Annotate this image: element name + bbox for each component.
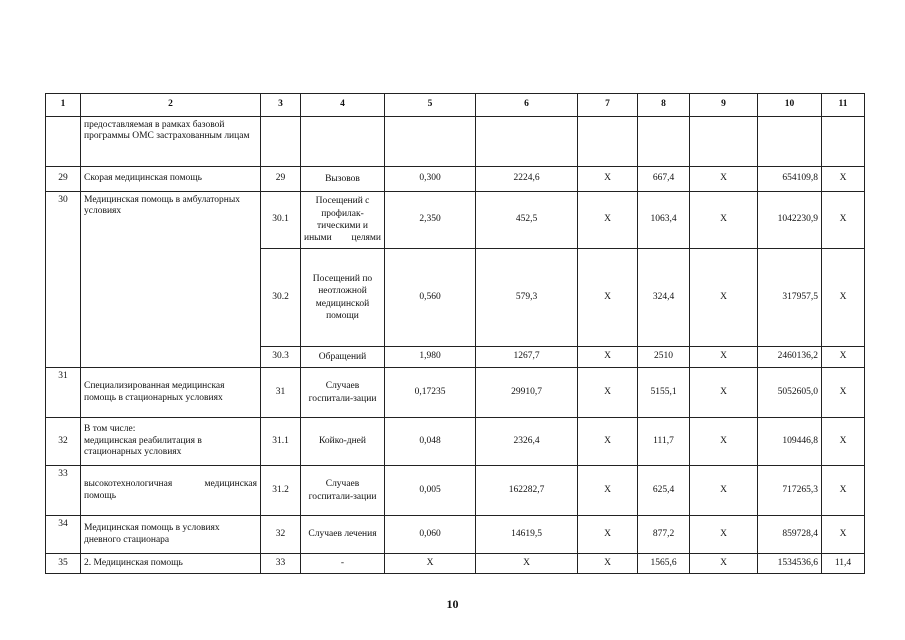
cell: 2510 (638, 347, 690, 368)
row-unit: - (301, 554, 385, 574)
cell: 324,4 (638, 249, 690, 347)
cell: X (578, 516, 638, 554)
row-unit: Случаев лечения (301, 516, 385, 554)
cell: X (476, 554, 578, 574)
cell: 0,048 (385, 418, 476, 466)
column-number-row (46, 94, 865, 117)
row-unit: Обращений (301, 347, 385, 368)
cell: 667,4 (638, 167, 690, 192)
col-header: 6 (476, 94, 578, 117)
row-unit: Случаев госпитали-зации (301, 368, 385, 418)
cell: X (690, 192, 758, 249)
cell: X (690, 368, 758, 418)
cell: 2,350 (385, 192, 476, 249)
row-code: 30.1 (261, 192, 301, 249)
cell: 654109,8 (758, 167, 822, 192)
col-header: 11 (822, 94, 865, 117)
continuation-text: предоставляемая в рамках базовой программы ОМС застрахованным лицам (81, 117, 261, 167)
cell: X (822, 192, 865, 249)
cell: 2224,6 (476, 167, 578, 192)
row-code: 32 (261, 516, 301, 554)
cell: X (822, 249, 865, 347)
cell: X (690, 554, 758, 574)
cell: 11,4 (822, 554, 865, 574)
cell: 0,17235 (385, 368, 476, 418)
col-header: 9 (690, 94, 758, 117)
cell: X (690, 347, 758, 368)
cell: X (822, 466, 865, 516)
row-number: 35 (46, 554, 81, 574)
cell: X (822, 347, 865, 368)
row-code: 30.3 (261, 347, 301, 368)
row-number: 29 (46, 167, 81, 192)
cell: 1063,4 (638, 192, 690, 249)
col-header: 5 (385, 94, 476, 117)
cell: 0,560 (385, 249, 476, 347)
row-name-main: медицинская реабилитация в стационарных условиях (84, 435, 202, 458)
cell: 0,005 (385, 466, 476, 516)
row-code: 29 (261, 167, 301, 192)
row-name: 2. Медицинская помощь (81, 554, 261, 574)
table-row (46, 516, 865, 554)
cell: X (578, 347, 638, 368)
page-number: 10 (446, 597, 459, 611)
row-code: 31 (261, 368, 301, 418)
row-name-prefix: В том числе: (84, 424, 136, 435)
row-name: Медицинская помощь в условиях дневного стационара (81, 516, 261, 554)
row-name (81, 418, 261, 466)
cell: 0,300 (385, 167, 476, 192)
cell: 5052605,0 (758, 368, 822, 418)
cell: X (578, 249, 638, 347)
row-number: 33 (46, 466, 81, 516)
cell: 1267,7 (476, 347, 578, 368)
cell: X (690, 418, 758, 466)
row-name: высокотехнологичная медицинская помощь (81, 466, 261, 516)
cell: X (578, 466, 638, 516)
row-unit: Вызовов (301, 167, 385, 192)
row-unit: Койко-дней (301, 418, 385, 466)
row-unit: Посещений с профилак-тическими и иными целями (301, 192, 385, 249)
cell: X (578, 192, 638, 249)
col-header: 4 (301, 94, 385, 117)
table-row (46, 418, 865, 466)
row-name: Скорая медицинская помощь (81, 167, 261, 192)
cell: 1534536,6 (758, 554, 822, 574)
cell: 111,7 (638, 418, 690, 466)
cell: X (822, 368, 865, 418)
cell: 317957,5 (758, 249, 822, 347)
cell: 1,980 (385, 347, 476, 368)
col-header: 7 (578, 94, 638, 117)
table-row (46, 554, 865, 574)
row-name: Специализированная медицинская помощь в стационарных условиях (81, 368, 261, 418)
table-row (46, 466, 865, 516)
row-code: 31.1 (261, 418, 301, 466)
row-name: Медицинская помощь в амбулаторных условиях (81, 192, 261, 368)
row-code: 33 (261, 554, 301, 574)
cell: X (578, 554, 638, 574)
data-table (45, 93, 865, 574)
row-number: 31 (46, 368, 81, 418)
table-row (46, 368, 865, 418)
row-number: 34 (46, 516, 81, 554)
table-row (46, 167, 865, 192)
cell: X (690, 249, 758, 347)
cell: X (822, 418, 865, 466)
row-code: 31.2 (261, 466, 301, 516)
cell: X (690, 466, 758, 516)
cell: 1565,6 (638, 554, 690, 574)
cell: 5155,1 (638, 368, 690, 418)
row-code: 30.2 (261, 249, 301, 347)
cell: 625,4 (638, 466, 690, 516)
cell: X (578, 418, 638, 466)
table-row (46, 192, 865, 249)
cell: 14619,5 (476, 516, 578, 554)
cell: X (822, 516, 865, 554)
cell: 0,060 (385, 516, 476, 554)
cell: 2460136,2 (758, 347, 822, 368)
cell: X (690, 167, 758, 192)
col-header: 10 (758, 94, 822, 117)
table-row-continuation (46, 117, 865, 167)
cell: 2326,4 (476, 418, 578, 466)
col-header: 1 (46, 94, 81, 117)
col-header: 8 (638, 94, 690, 117)
cell: X (822, 167, 865, 192)
cell: 859728,4 (758, 516, 822, 554)
cell: 452,5 (476, 192, 578, 249)
cell: 162282,7 (476, 466, 578, 516)
row-number: 32 (46, 418, 81, 466)
cell: X (578, 167, 638, 192)
col-header: 2 (81, 94, 261, 117)
row-unit: Посещений по неотложной медицинской помощи (301, 249, 385, 347)
cell: 29910,7 (476, 368, 578, 418)
cell: 109446,8 (758, 418, 822, 466)
cell: 579,3 (476, 249, 578, 347)
cell: X (385, 554, 476, 574)
cell: 877,2 (638, 516, 690, 554)
cell: 717265,3 (758, 466, 822, 516)
row-number: 30 (46, 192, 81, 368)
cell: 1042230,9 (758, 192, 822, 249)
cell: X (690, 516, 758, 554)
col-header: 3 (261, 94, 301, 117)
row-unit: Случаев госпитали-зации (301, 466, 385, 516)
cell: X (578, 368, 638, 418)
